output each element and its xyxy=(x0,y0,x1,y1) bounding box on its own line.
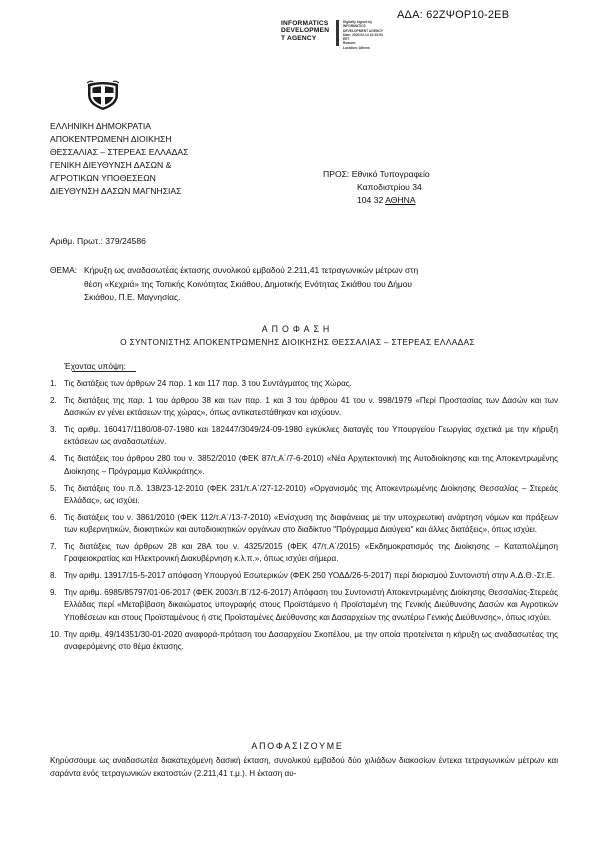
sender-line: ΑΓΡΟΤΙΚΩΝ ΥΠΟΘΕΣΕΩΝ xyxy=(50,173,156,183)
subject-text: Κήρυξη ως αναδασωτέας έκτασης συνολικού εμβαδού 2.211,41 τετραγωνικών μέτρων στη xyxy=(84,265,419,275)
recipient-city: ΑΘΗΝΑ xyxy=(385,195,416,205)
signature-detail-line: Date: 2020.02.14 12:23:53 xyxy=(343,32,383,37)
we-decide-heading: ΑΠΟΦΑΣΙΖΟΥΜΕ xyxy=(251,741,344,751)
item-number: 7. xyxy=(50,542,57,552)
item-text: Τις διατάξεις του ν. 3861/2010 (ΦΕΚ 112/τ.Α΄/13-7-2010) «Ενίσχυση της διαφάνειας με την υποχρεωτική ανάρτηση νόμων και πράξεων των κυβερνητικών, διοικητικών και αυτοδιοικητικών οργάνων στο διαδίκτυο "Πρόγραμμα Διαύγεια" και άλλες διατάξεις», όπως ισχύει. xyxy=(64,512,558,535)
signature-detail-line: Reason: xyxy=(343,41,357,46)
item-number: 8. xyxy=(50,571,57,581)
sender-line: ΑΠΟΚΕΝΤΡΩΜΕΝΗ ΔΙΟΙΚΗΣΗ xyxy=(50,134,172,144)
sender-line: ΕΛΛΗΝΙΚΗ ΔΗΜΟΚΡΑΤΙΑ xyxy=(50,121,151,131)
list-item xyxy=(50,378,558,390)
list-item xyxy=(50,570,558,582)
subject-text: θέση «Κεχριά» της Τοπικής Κοινότητας Σκιάθου, Δημοτικής Ενότητας Σκιάθου του Δήμου xyxy=(84,278,412,289)
sender-line: ΔΙΕΥΘΥΝΣΗ ΔΑΣΩΝ ΜΑΓΝΗΣΙΑΣ xyxy=(50,186,182,196)
list-item xyxy=(50,587,558,624)
considerations-list xyxy=(50,378,558,658)
list-item xyxy=(50,453,558,477)
list-item xyxy=(50,424,558,448)
item-number: 4. xyxy=(50,454,57,464)
signature-divider xyxy=(336,20,339,46)
sender-block xyxy=(50,120,188,198)
signature-detail-line: INFORMATICS xyxy=(343,24,366,29)
list-item xyxy=(50,395,558,419)
item-number: 3. xyxy=(50,425,57,435)
having-underline xyxy=(72,371,136,372)
list-item xyxy=(50,541,558,565)
item-text: Τις αριθμ. 160417/1180/08-07-1980 και 182447/3049/24-09-1980 εγκύκλιες διαταγές του Υπουργείου Γεωργίας σχετικά με την κήρυξη εκτάσεων ως αναδασωτέων. xyxy=(64,425,558,447)
agency-name-line: DEVELOPMEN xyxy=(281,27,330,35)
item-number: 10. xyxy=(50,629,62,639)
agency-name-line: INFORMATICS xyxy=(281,20,329,27)
agency-name-line: T AGENCY xyxy=(281,34,317,42)
item-text: Τις διατάξεις του άρθρου 280 του ν. 3852/2010 (ΦΕΚ 87/τ.Α΄/7-6-2010) «Νέα Αρχιτεκτονική της Αυτοδιοίκησης και της Αποκεντρωμένης Διοίκησης – Πρόγραμμα Καλλικράτης». xyxy=(64,454,558,476)
recipient-street: Καποδιστρίου 34 xyxy=(357,182,422,192)
subject-text: Σκιάθου, Π.Ε. Μαγνησίας. xyxy=(84,292,181,303)
sender-line: ΘΕΣΣΑΛΙΑΣ – ΣΤΕΡΕΑΣ ΕΛΛΑΔΑΣ xyxy=(50,147,189,157)
item-number: 1. xyxy=(50,379,57,388)
signature-details xyxy=(343,20,383,50)
item-number: 6. xyxy=(50,512,57,522)
item-text: Τις διατάξεις των άρθρων 24 παρ. 1 και 117 παρ. 3 του Συντάγματος της Χώρας. xyxy=(64,379,352,388)
signature-agency-name xyxy=(281,20,329,42)
signature-detail-line: Location: Athens xyxy=(343,45,370,50)
item-text: Τις διατάξεις των άρθρων 28 και 28Α του ν. 4325/2015 (ΦΕΚ 47/τ.Α΄/2015) «Εκδημοκρατισμός της Διοίκησης – Καταπολέμηση Γραφειοκρατίας και Ηλεκτρονική Διακυβέρνηση κ.λ.π.», όπως ισχύει σήμερα. xyxy=(64,542,558,564)
item-number: 2. xyxy=(50,396,57,405)
item-text: Τις διατάξεις του π.δ. 138/23-12-2010 (ΦΕΚ 231/τ.Α΄/27-12-2010) «Οργανισμός της Αποκεντρωμένης Διοίκησης Θεσσαλίας – Στερεάς Ελλάδας», ως ισχύει. xyxy=(64,483,558,505)
item-text: Τις διατάξεις της παρ. 1 του άρθρου 38 και των παρ. 1 και 3 του άρθρου 41 του ν. 998/1979 «Περί Προστασίας των Δασών και των Δασικών εν γένει εκτάσεων της χώρας», όπως αντικατεστάθηκαν και ισχύουν. xyxy=(64,396,558,418)
signature-detail-line: DEVELOPMENT AGENCY xyxy=(343,28,383,33)
list-item xyxy=(50,483,558,507)
item-text: Την αριθμ. 13917/15-5-2017 απόφαση Υπουργού Εσωτερικών (ΦΕΚ 250 ΥΟΔΔ/26-5-2017) περί διορισμού Συντονιστή στην Α.Δ.Θ.-Στ.Ε. xyxy=(64,571,555,581)
item-text: Την αριθμ. 49/14351/30-01-2020 αναφορά-πρόταση του Δασαρχείου Σκοπέλου, με την οποία προτείνεται η κήρυξη ως αναδασωτέας της αναφερόμενης στο θέμα έκτασης. xyxy=(64,629,558,651)
recipient-address xyxy=(357,195,416,205)
item-number: 9. xyxy=(50,588,57,598)
decision-body-text: Κηρύσσουμε ως αναδασωτέα διακατεχόμενη δασική έκταση, συνολικού εμβαδού δύο χιλιάδων διακοσίων έντεκα τετραγωνικών μέτρων και σαράντα ενός τετραγωνικών εκατοστών (2.211,41 τ.μ.). Η έκταση αυ- xyxy=(50,756,558,778)
subject-label: ΘΕΜΑ: xyxy=(50,265,77,275)
sender-line: ΓΕΝΙΚΗ ΔΙΕΥΘΥΝΣΗ ΔΑΣΩΝ & xyxy=(50,160,172,170)
hellenic-emblem-icon xyxy=(87,79,119,111)
decision-subtitle: Ο ΣΥΝΤΟΝΙΣΤΗΣ ΑΠΟΚΕΝΤΡΩΜΕΝΗΣ ΔΙΟΙΚΗΣΗΣ ΘΕΣΣΑΛΙΑΣ – ΣΤΕΡΕΑΣ ΕΛΛΑΔΑΣ xyxy=(120,337,475,347)
list-item xyxy=(50,629,558,653)
item-number: 5. xyxy=(50,483,57,493)
signature-detail-line: EET xyxy=(343,37,350,42)
item-text: Την αριθμ. 6985/85797/01-06-2017 (ΦΕΚ 2003/τ.Β΄/12-6-2017) Απόφαση του Συντονιστή Αποκεντρωμένης Διοίκησης Θεσσαλίας-Στερεάς Ελλάδας περί «Μεταβίβαση δικαιώματος υπογραφής στους Προϊστάμενο ή Προϊσταμένη της Γενικής Διεύθυνσης Δασών και Αγροτικών Υποθέσεων και στους Προϊσταμένους ή στις Προϊσταμένες Διεύθυνσης και Δασαρχείων της ανωτέρω Γενικής Διεύθυνσης», όπως ισχύει. xyxy=(64,588,558,622)
list-item xyxy=(50,512,558,536)
recipient-to: ΠΡΟΣ: Εθνικό Τυπογραφείο xyxy=(323,169,430,179)
subject-block xyxy=(50,264,555,305)
having-in-view: Έχοντας υπόψη: xyxy=(64,361,126,371)
signature-detail-line: Digitally signed by xyxy=(343,20,373,24)
recipient-postcode: 104 32 xyxy=(357,195,384,205)
protocol-number: Αριθμ. Πρωτ.: 379/24586 xyxy=(50,236,146,246)
ada-code: ΑΔΑ: 62ΖΨΟΡ10-2ΕΒ xyxy=(397,9,510,21)
decision-title: ΑΠΟΦΑΣΗ xyxy=(261,324,334,334)
